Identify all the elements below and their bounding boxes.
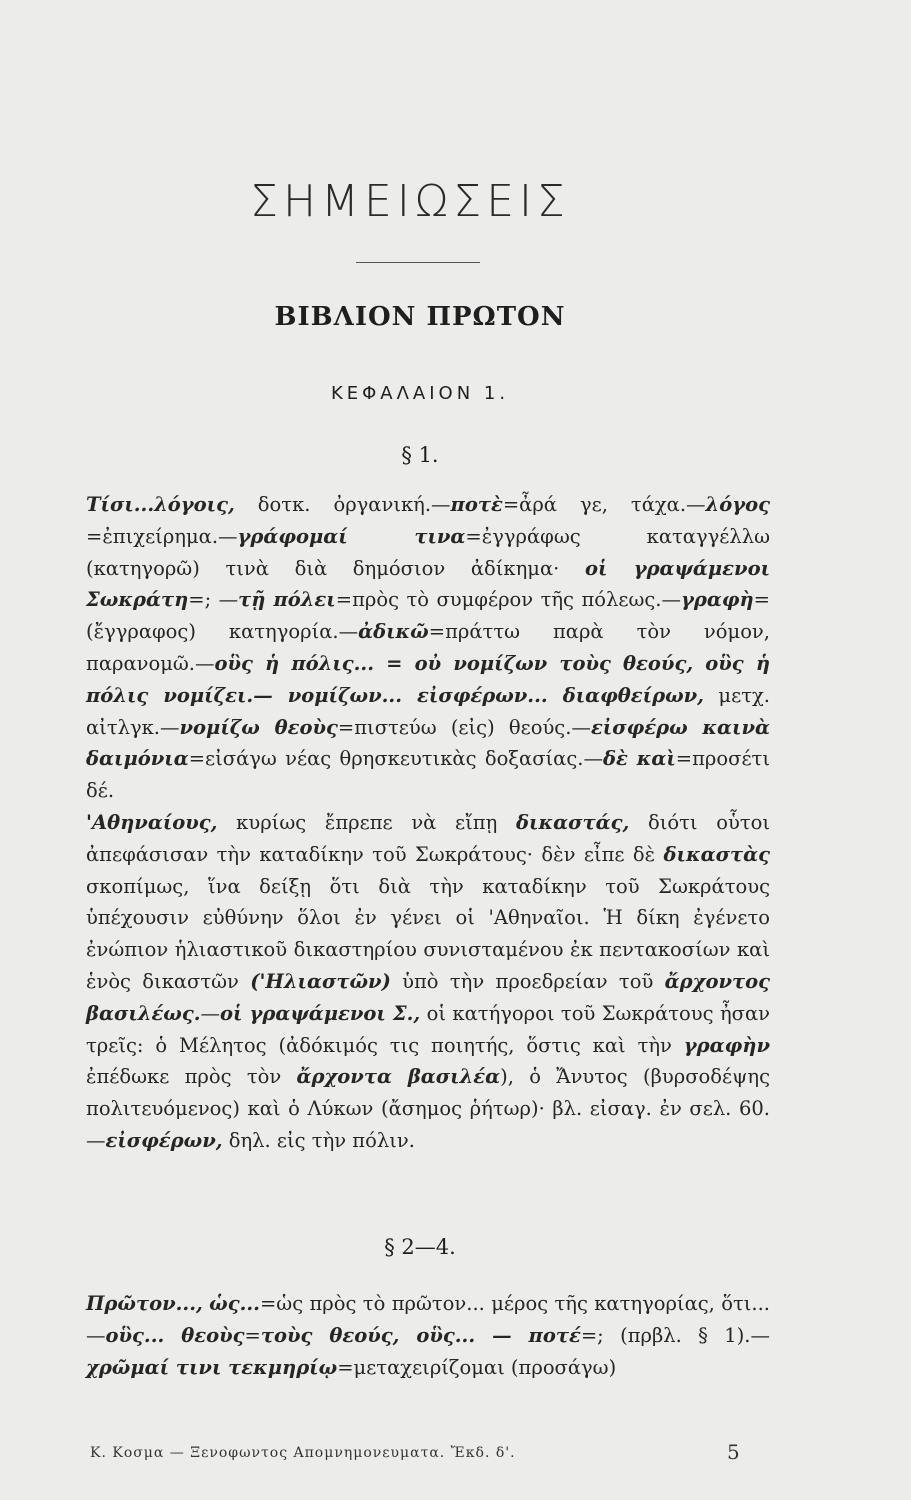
keyword-run: εἰσφέρω καινὰ δαιμόνια bbox=[86, 715, 770, 771]
text-run: — bbox=[200, 1001, 221, 1025]
text-run: δοτκ. ὀργανική.— bbox=[234, 493, 451, 516]
keyword-run: τοὺς θεούς, οὓς... — ποτέ bbox=[260, 1323, 581, 1347]
text-run: δηλ. εἰς τὴν πόλιν. bbox=[222, 1128, 415, 1152]
keyword-run: γράφομαί τινα bbox=[237, 524, 466, 548]
text-run: =πράττω παρὰ τὸν νόμον, παρανομῶ.— bbox=[86, 620, 770, 675]
section-heading-2: § 2—4. bbox=[384, 1235, 456, 1259]
keyword-run: τῇ πόλει bbox=[238, 588, 336, 612]
text-run: =; (πρβλ. § 1).— bbox=[580, 1323, 771, 1347]
text-run: κυρίως ἔπρεπε νὰ εἴπῃ bbox=[217, 811, 517, 834]
keyword-run: ἄρχοντα βασιλέα bbox=[296, 1065, 501, 1089]
keyword-run: δὲ καὶ bbox=[602, 747, 676, 771]
keyword-run: νομίζω θεοὺς bbox=[179, 715, 338, 739]
text-run: =πιστεύω (εἰς) θεούς.— bbox=[337, 715, 591, 739]
note-paragraph-1 bbox=[86, 489, 770, 807]
keyword-run: Πρῶτον..., bbox=[86, 1292, 203, 1315]
keyword-run: οὓς ἡ πόλις... = οὐ νομίζων τοὺς θεούς, οὓς ἡ πόλις νομίζει.— νομίζων... εἰσφέρων... διαφθείρων, bbox=[86, 651, 770, 707]
chapter-heading: ΚΕΦΑΛΑΙΟΝ 1. bbox=[330, 383, 510, 404]
section-heading-1: § 1. bbox=[401, 443, 439, 467]
keyword-run: γραφὴ bbox=[680, 588, 754, 612]
keyword-run: ὡς... bbox=[209, 1292, 260, 1315]
page-number: 5 bbox=[727, 1440, 740, 1464]
text-run: =ἐγγράφως καταγγέλλω (κατηγορῶ) τινὰ διὰ δημόσιον ἀδίκημα· bbox=[86, 524, 770, 580]
keyword-run: χρῶμαί τινι τεκμηρίῳ bbox=[86, 1355, 338, 1379]
text-run: =(ἔγγραφος) κατηγορία.— bbox=[86, 588, 770, 644]
keyword-run: ἀδικῶ bbox=[358, 620, 429, 644]
keyword-run: δικαστὰς bbox=[663, 842, 770, 866]
note-paragraph-3 bbox=[86, 1288, 770, 1383]
text-run: = bbox=[244, 1323, 261, 1347]
text-run: =ἆρά γε, τάχα.— bbox=[502, 493, 706, 516]
book-heading: ΒΙΒΛΙΟΝ ΠΡΩΤΟΝ bbox=[274, 302, 566, 332]
text-run: ἐπέδωκε πρὸς τὸν bbox=[86, 1065, 297, 1089]
keyword-run: οἱ γραψάμενοι Σωκράτη bbox=[86, 556, 771, 612]
keyword-run: εἰσφέρων, bbox=[105, 1128, 223, 1152]
text-run: σκοπίμως, ἵνα δείξῃ ὅτι διὰ τὴν καταδίκην τοῦ Σωκράτους ὑπέχουσιν εὐθύνην ὅλοι ἐν γένει οἱ 'Αθηναῖοι. Ἡ δίκη ἐγένετο ἐνώπιον ἡλιαστικοῦ δικαστηρίου συνισταμένου ἐκ πεντακοσίων καὶ ἑνὸς δικαστῶν bbox=[86, 874, 770, 993]
keyword-run: Τίσι...λόγοις, bbox=[86, 493, 235, 516]
text-run: =μεταχειρίζομαι (προσάγω) bbox=[337, 1355, 617, 1379]
text-run: ὑπὸ τὴν προεδρείαν τοῦ bbox=[390, 969, 665, 993]
keyword-run: ('Ηλιαστῶν) bbox=[250, 969, 391, 993]
note-paragraph-2 bbox=[86, 807, 770, 1157]
text-run: διότι οὗτοι ἀπεφάσισαν τὴν καταδίκην τοῦ Σωκράτους· δὲν εἶπε δὲ bbox=[86, 811, 770, 866]
text-run: =προσέτι δέ. bbox=[86, 747, 770, 803]
text-run: =ὡς πρὸς τὸ πρῶτον... μέρος τῆς κατηγορίας, ὅτι... — bbox=[86, 1292, 771, 1347]
keyword-run: δικαστάς, bbox=[516, 811, 630, 834]
page-title: ΣΗΜΕΙΩΣΕΙΣ bbox=[250, 176, 570, 227]
title-divider bbox=[356, 262, 480, 263]
text-run: ), ὁ Ἄνυτος (βυρσοδέψης πολιτευόμενος) καὶ ὁ Λύκων (ἄσημος ῥήτωρ)· βλ. εἰσαγ. ἐν σελ. 60. — bbox=[86, 1065, 770, 1152]
keyword-run: λόγος bbox=[705, 493, 770, 516]
text-run: =εἰσάγω νέας θρησκευτικὰς δοξασίας.— bbox=[188, 747, 603, 771]
text-run: μετχ. αἰτλγκ.— bbox=[86, 683, 770, 739]
keyword-run: οὓς... θεοὺς bbox=[105, 1323, 245, 1347]
text-run: =; — bbox=[188, 588, 239, 612]
keyword-run: οἱ γραψάμενοι Σ., bbox=[220, 1001, 421, 1025]
page-footer: Κ. Κοσμα — Ξενοφωντος Απομνημονευματα. Ἔκδ. δ'. bbox=[90, 1445, 516, 1461]
keyword-run: 'Αθηναίους, bbox=[86, 811, 218, 834]
keyword-run: ποτὲ bbox=[450, 493, 503, 516]
keyword-run: γραφὴν bbox=[683, 1033, 770, 1057]
text-run: =ἐπιχείρημα.— bbox=[86, 524, 238, 548]
text-run: =πρὸς τὸ συμφέρον τῆς πόλεως.— bbox=[335, 588, 681, 612]
text-run: οἱ κατήγοροι τοῦ Σωκράτους ἦσαν τρεῖς: ὁ Μέλητος (ἀδόκιμός τις ποιητής, ὅστις καὶ τὴν bbox=[86, 1001, 770, 1057]
keyword-run: ἄρχοντος βασιλέως. bbox=[86, 969, 770, 1025]
